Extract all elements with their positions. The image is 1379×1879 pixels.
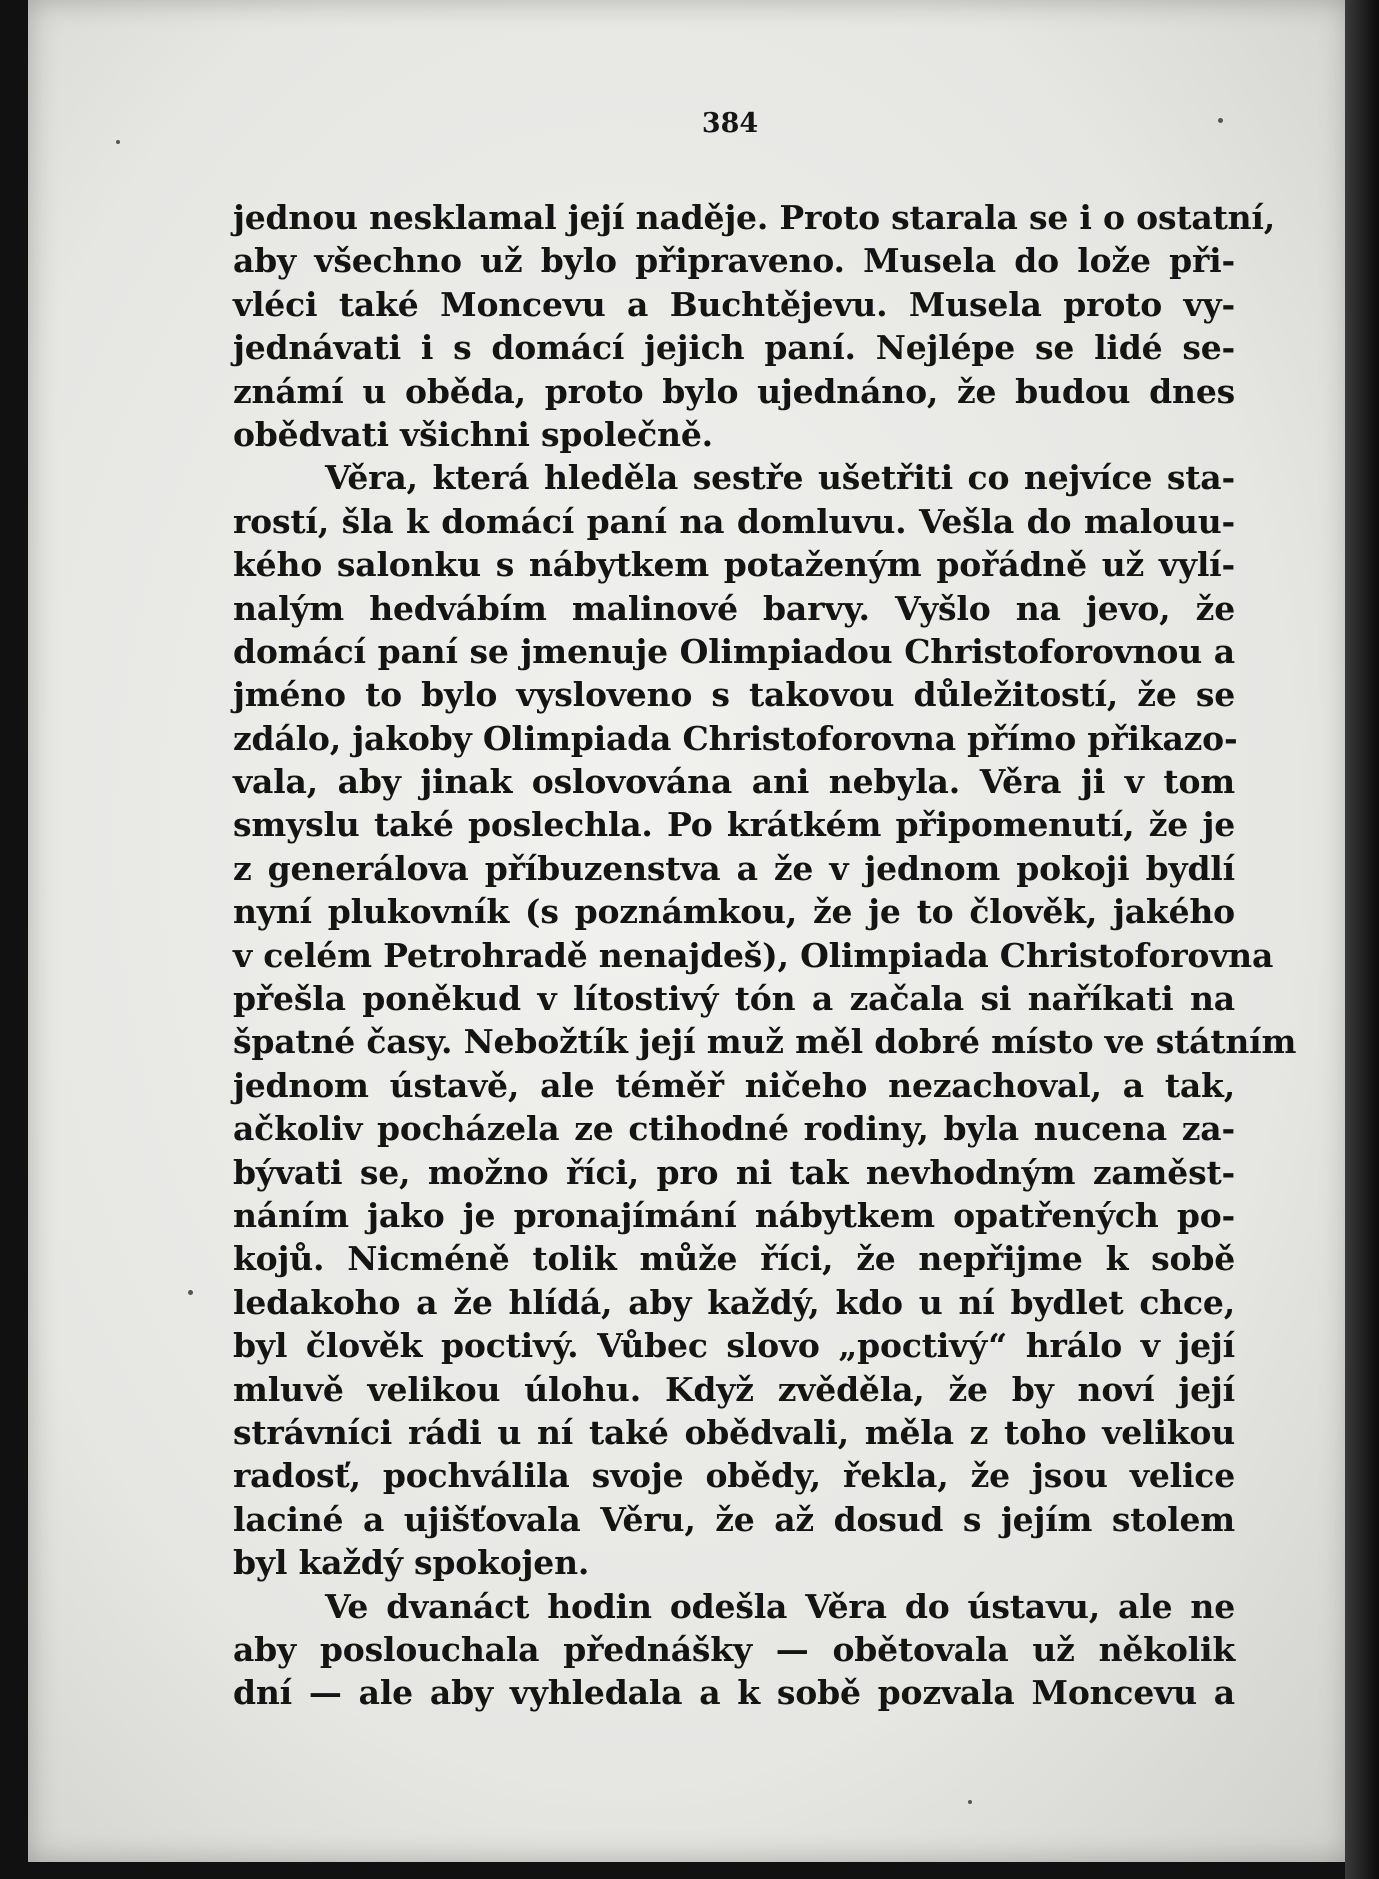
text-line: bývati se, možno říci, pro ni tak nevhodným zaměst- bbox=[233, 1152, 1235, 1192]
paper-speck bbox=[968, 1800, 972, 1804]
text-line: kojů. Nicméně tolik může říci, že nepřijme k sobě bbox=[233, 1239, 1235, 1279]
text-line: náním jako je pronajímání nábytkem opatřených po- bbox=[233, 1195, 1235, 1235]
text-line: jednom ústavě, ale téměř ničeho nezachoval, a tak, bbox=[233, 1065, 1235, 1105]
text-line: strávníci rádi u ní také obědvali, měla z toho velikou bbox=[233, 1412, 1235, 1452]
text-line: byl člověk poctivý. Vůbec slovo „poctivý“ hrálo v její bbox=[233, 1326, 1235, 1366]
text-line: rostí, šla k domácí paní na domluvu. Vešla do malouu- bbox=[233, 501, 1235, 541]
text-line: radosť, pochválila svoje obědy, řekla, že jsou velice bbox=[233, 1456, 1235, 1496]
text-line: vléci také Moncevu a Buchtějevu. Musela proto vy- bbox=[233, 284, 1235, 324]
page-edge-shadow bbox=[1345, 0, 1379, 1879]
text-line: ačkoliv pocházela ze ctihodné rodiny, byla nucena za- bbox=[233, 1109, 1235, 1149]
text-line: dní — ale aby vyhledala a k sobě pozvala Moncevu a bbox=[233, 1673, 1235, 1713]
text-line: špatné časy. Nebožtík její muž měl dobré místo ve státním bbox=[233, 1022, 1297, 1062]
page-number: 384 bbox=[701, 108, 759, 139]
paragraph-start-line: Věra, která hleděla sestře ušetřiti co nejvíce sta- bbox=[325, 458, 1235, 498]
text-line: obědvati všichni společně. bbox=[233, 414, 713, 454]
body-text bbox=[233, 196, 1297, 1715]
text-line: známí u oběda, proto bylo ujednáno, že budou dnes bbox=[233, 371, 1235, 411]
text-line: zdálo, jakoby Olimpiada Christoforovna přímo přikazo- bbox=[233, 718, 1238, 758]
text-line: v celém Petrohradě nenajdeš), Olimpiada Christoforovna bbox=[233, 935, 1274, 975]
paper-speck bbox=[116, 140, 120, 144]
text-line: mluvě velikou úlohu. Když zvěděla, že by noví její bbox=[233, 1369, 1235, 1409]
text-line: nalým hedvábím malinové barvy. Vyšlo na jevo, že bbox=[233, 588, 1235, 628]
text-line: přešla poněkud v lítostivý tón a začala si naříkati na bbox=[233, 979, 1235, 1019]
text-line: jednou nesklamal její naděje. Proto starala se i o ostatní, bbox=[233, 198, 1276, 237]
text-line: jednávati i s domácí jejich paní. Nejlépe se lidé se- bbox=[233, 328, 1235, 368]
text-line: domácí paní se jmenuje Olimpiadou Christoforovnou a bbox=[233, 631, 1235, 671]
paragraph-start-line: Ve dvanáct hodin odešla Věra do ústavu, ale ne bbox=[325, 1586, 1235, 1626]
text-line: ledakoho a že hlídá, aby každý, kdo u ní bydlet chce, bbox=[233, 1282, 1235, 1322]
paper-speck bbox=[188, 1290, 193, 1295]
text-line: jméno to bylo vysloveno s takovou důležitostí, že se bbox=[233, 675, 1235, 715]
text-line: smyslu také poslechla. Po krátkém připomenutí, že je bbox=[233, 805, 1235, 845]
text-line: kého salonku s nábytkem potaženým pořádně už vylí- bbox=[233, 545, 1235, 585]
paper-speck bbox=[1218, 118, 1223, 123]
text-line: nyní plukovník (s poznámkou, že je to člověk, jakého bbox=[233, 892, 1235, 932]
text-line: vala, aby jinak oslovována ani nebyla. Věra ji v tom bbox=[233, 762, 1235, 802]
text-line: aby všechno už bylo připraveno. Musela do lože při- bbox=[233, 241, 1235, 281]
text-line: byl každý spokojen. bbox=[233, 1543, 590, 1583]
text-line: laciné a ujišťovala Věru, že až dosud s jejím stolem bbox=[233, 1499, 1235, 1539]
text-line: z generálova příbuzenstva a že v jednom pokoji bydlí bbox=[233, 848, 1235, 888]
text-line: aby poslouchala přednášky — obětovala už několik bbox=[233, 1629, 1235, 1669]
